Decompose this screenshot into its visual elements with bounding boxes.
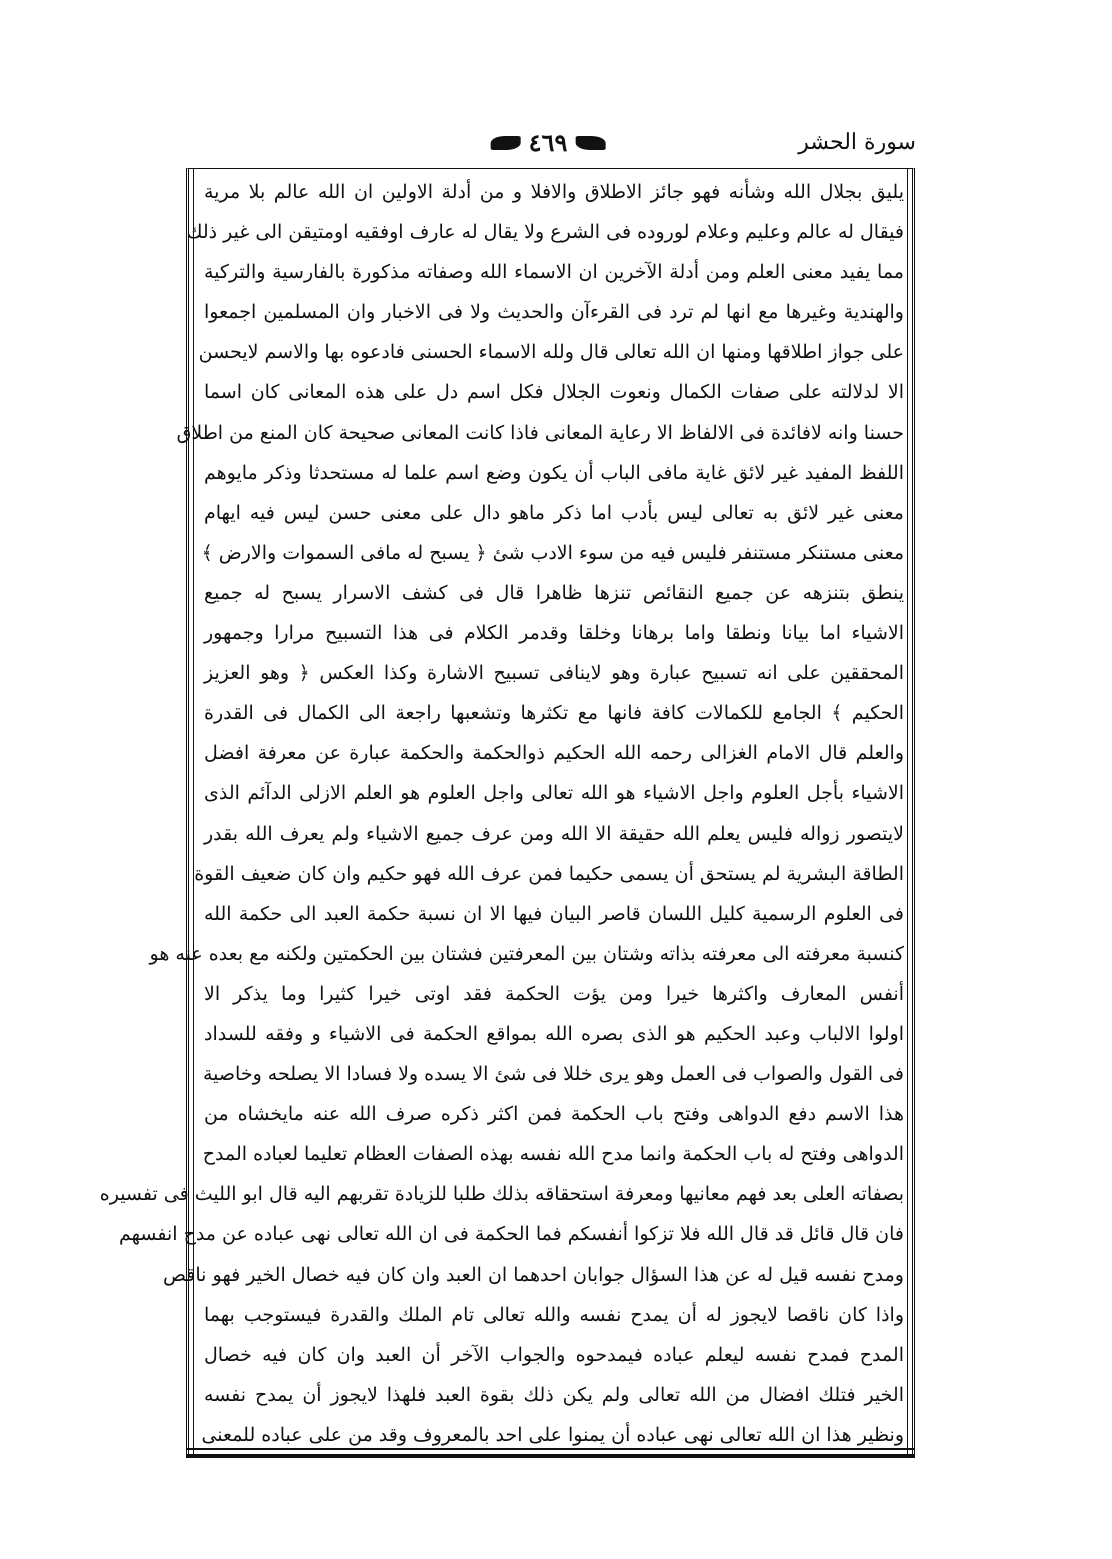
right-ornament-icon [575, 136, 605, 150]
text-line: فى العلوم الرسمية كليل اللسان قاصر البيان فيها الا ان نسبة حكمة العبد الى حكمة الله [204, 902, 904, 925]
text-line: والعلم قال الامام الغزالى رحمه الله الحكيم ذوالحكمة والحكمة عبارة عن معرفة افضل [204, 742, 904, 765]
text-line: هذا الاسم دفع الدواهى وفتح باب الحكمة فمن اكثر ذكره صرف الله عنه مايخشاه من [204, 1103, 904, 1126]
text-line: اولوا الالباب وعبد الحكيم هو الذى بصره الله بمواقع الحكمة فى الاشياء و وفقه للسداد [204, 1022, 904, 1045]
page-header [180, 128, 916, 164]
text-line: الاشياء اما بيانا ونطقا واما برهانا وخلقا وقدمر الكلام فى هذا التسبيح مرارا وجمهور [204, 622, 904, 645]
text-line: ونظير هذا ان الله تعالى نهى عباده أن يمنوا على احد بالمعروف وقد من على عباده للمعنى [201, 1423, 904, 1446]
text-line: معنى غير لائق به تعالى ليس بأدب اما ذكر ماهو دال على معنى حسن ليس فيه ايهام [204, 501, 904, 524]
page-number-group [491, 128, 606, 158]
text-line: اللفظ المفيد غير لائق غاية مافى الباب أن يكون وضع اسم علما له مستحدثا وذكر مايوهم [204, 461, 904, 484]
text-line: كنسبة معرفته الى معرفته بذاته وشتان بين المعرفتين فشتان بين الحكمتين ولكنه مع بعده عنه هو [149, 942, 904, 965]
text-line: على جواز اطلاقها ومنها ان الله تعالى قال ولله الاسماء الحسنى فادعوه بها والاسم لايحسن [198, 341, 904, 364]
text-line: المدح فمدح نفسه ليعلم عباده فيمدحوه والجواب الآخر أن العبد وان كان فيه خصال [204, 1343, 904, 1366]
text-line: لايتصور زواله فليس يعلم الله حقيقة الا الله ومن عرف جميع الاشياء ولم يعرف الله بقدر [204, 822, 904, 845]
body-text [99, 172, 904, 1455]
text-line: الدواهى وفتح له باب الحكمة وانما مدح الله نفسه بهذه الصفات العظام تعليما لعباده المدح [202, 1143, 904, 1166]
text-line: الا لدلالته على صفات الكمال ونعوت الجلال فكل اسم دل على هذه المعانى كان اسما [204, 381, 904, 404]
text-line: المحققين على انه تسبيح عبارة وهو لاينافى تسبيح الاشارة وكذا العكس ﴿ وهو العزيز [204, 662, 904, 685]
text-line: بصفاته العلى بعد فهم معانيها ومعرفة استحقاقه بذلك طلبا للزيادة تقربهم اليه قال ابو الليث فى تفسيره [99, 1183, 904, 1206]
text-line: فان قال قائل قد قال الله فلا تزكوا أنفسكم فما الحكمة فى ان الله تعالى نهى عباده عن مدح انفسهم [119, 1223, 904, 1246]
text-line: أنفس المعارف واكثرها خيرا ومن يؤت الحكمة فقد اوتى خيرا كثيرا وما يذكر الا [204, 982, 904, 1005]
text-line: مما يفيد معنى العلم ومن أدلة الآخرين ان الاسماء الله وصفاته مذكورة بالفارسية والتركية [204, 261, 904, 284]
text-line: ينطق بتنزهه عن جميع النقائص تنزها ظاهرا قال فى كشف الاسرار يسبح له جميع [204, 581, 904, 604]
surah-title: سورة الحشر [798, 130, 916, 155]
left-ornament-icon [491, 136, 521, 150]
text-line: حسنا وانه لافائدة فى الالفاظ الا رعاية المعانى فاذا كانت المعانى صحيحة كان المنع من اطلاق [176, 421, 904, 444]
text-line: الحكيم ﴾ الجامع للكمالات كافة فانها مع تكثرها وتشعبها راجعة الى الكمال فى القدرة [204, 702, 904, 725]
text-line: الاشياء بأجل العلوم واجل الاشياء هو الله تعالى واجل العلوم هو العلم الازلى الدآئم الذى [204, 782, 904, 805]
text-line: واذا كان ناقصا لايجوز له أن يمدح نفسه والله تعالى تام الملك والقدرة فيستوجب بهما [204, 1303, 904, 1326]
page-number: ٤٦٩ [528, 128, 568, 157]
text-line: الطاقة البشرية لم يستحق أن يسمى حكيما فمن عرف الله فهو حكيم وان كان ضعيف القوة [194, 862, 904, 885]
text-line: فى القول والصواب فى العمل وهو يرى خللا فى شئ الا يسده ولا فسادا الا يصلحه وخاصية [202, 1063, 904, 1086]
text-line: معنى مستنكر مستنفر فليس فيه من سوء الادب شئ ﴿ يسبح له مافى السموات والارض ﴾ [201, 541, 904, 564]
text-line: يليق بجلال الله وشأنه فهو جائز الاطلاق والافلا و من أدلة الاولين ان الله عالم بلا مرية [204, 181, 904, 203]
text-line: فيقال له عالم وعليم وعلام لوروده فى الشرع ولا يقال له عارف اوفقيه اومتيقن الى غير ذلك [186, 221, 904, 244]
text-line: والهندية وغيرها مع انها لم ترد فى القرءآن والحديث ولا فى الاخبار وان المسلمين اجمعوا [204, 301, 904, 324]
text-line: ومدح نفسه قيل له عن هذا السؤال جوابان احدهما ان العبد وان كان فيه خصال الخير فهو ناقص [163, 1263, 904, 1286]
text-line: الخير فتلك افضال من الله تعالى ولم يكن ذلك بقوة العبد فلهذا لايجوز أن يمدح نفسه [204, 1383, 904, 1406]
